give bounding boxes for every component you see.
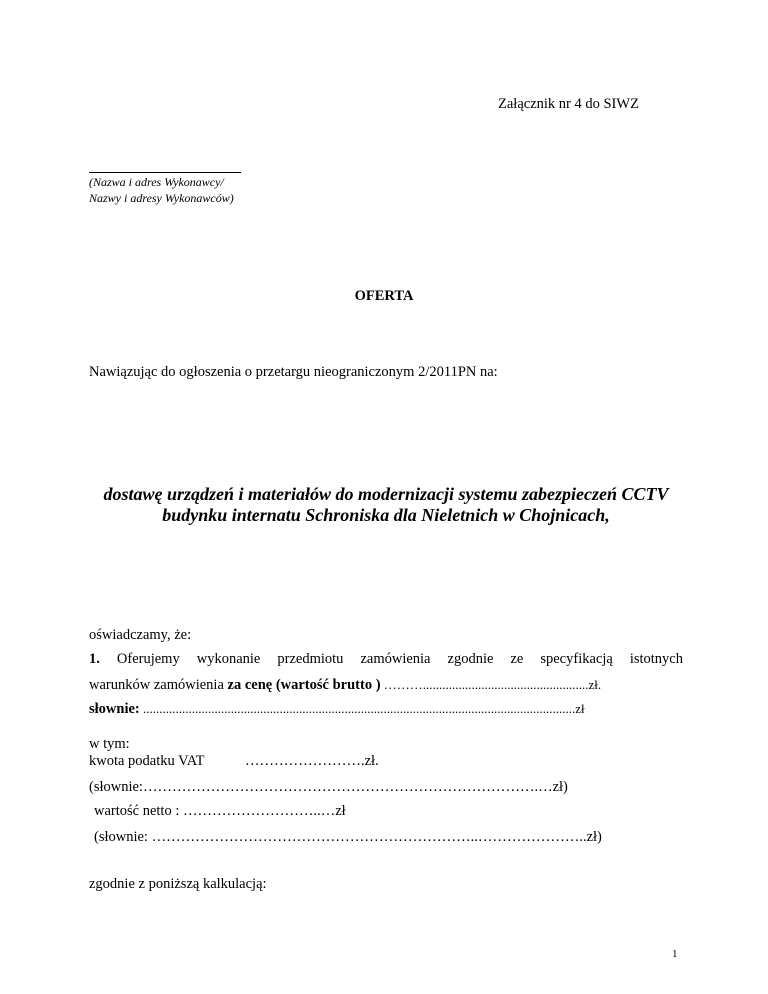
including-label: w tym:	[89, 736, 130, 752]
vat-label: kwota podatku VAT	[89, 753, 205, 769]
item-1-text: Oferujemy wykonanie przedmiotu zamówienia zgodnie ze specyfikacją istotnych	[116, 651, 683, 667]
contractor-line-2: Nazwy i adresy Wykonawców)	[89, 191, 234, 205]
tender-subject	[89, 484, 683, 526]
item-1-cont-text: warunków zamówienia	[89, 677, 228, 693]
subject-line-1: dostawę urządzeń i materiałów do modernizacji systemu zabezpieczeń CCTV	[103, 484, 669, 504]
contractor-placeholder	[89, 174, 234, 206]
signature-line	[89, 172, 241, 173]
gross-price-label: za cenę (wartość brutto )	[227, 677, 381, 693]
price-in-words	[89, 701, 585, 718]
price-in-words-field: .....................................................................................................................................zł	[139, 701, 585, 716]
declaration: oświadczamy, że:	[89, 627, 192, 643]
net-in-words-field: (słownie: …………………………………………………………..…………………..zł)	[94, 829, 602, 845]
annex-label: Załącznik nr 4 do SIWZ	[498, 96, 639, 112]
document-title: OFERTA	[354, 288, 414, 304]
intro-text: Nawiązując do ogłoszenia o przetargu nieograniczonym 2/2011PN na:	[89, 364, 498, 380]
page-number: 1	[672, 948, 678, 960]
item-1	[89, 651, 683, 668]
subject-line-2: budynku internatu Schroniska dla Nieletnich w Chojnicach,	[162, 505, 610, 525]
item-1-continuation	[89, 677, 601, 694]
vat-amount-field: …………………….zł.	[245, 753, 379, 769]
contractor-line-1: (Nazwa i adres Wykonawcy/	[89, 175, 224, 189]
vat-in-words-field: (słownie:……………………………………………………………………….…zł)	[89, 779, 568, 795]
price-in-words-label: słownie:	[89, 701, 140, 717]
item-1-number: 1.	[89, 651, 100, 667]
gross-price-field: ………...................................................zł.	[380, 677, 602, 692]
net-value-field: wartość netto : ………………………..…zł	[94, 803, 346, 819]
calculation-intro: zgodnie z poniższą kalkulacją:	[89, 876, 267, 892]
